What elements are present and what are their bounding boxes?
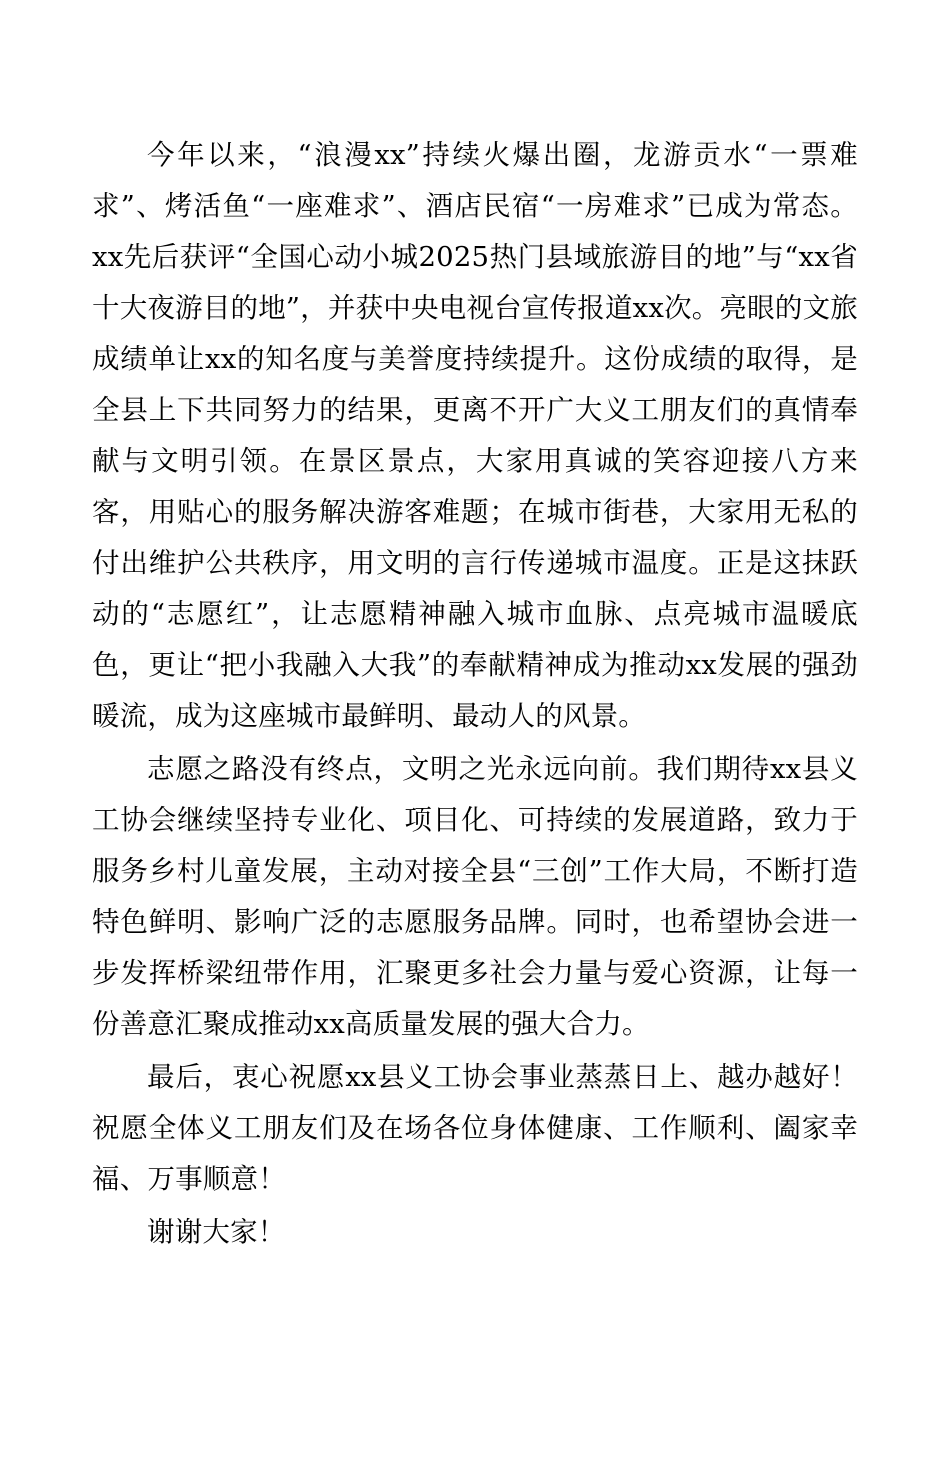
paragraph-2: 志愿之路没有终点，文明之光永远向前。我们期待xx县义工协会继续坚持专业化、项目化、可持续的发展道路，致力于服务乡村儿童发展，主动对接全县“三创”工作大局，不断打造特色鲜明、影响广泛的志愿服务品牌。同时，也希望协会进一步发挥桥梁纽带作用，汇聚更多社会力量与爱心资源，让每一份善意汇聚成推动xx高质量发展的强大合力。 [92, 753, 858, 1040]
paragraph-3: 最后，衷心祝愿xx县义工协会事业蒸蒸日上、越办越好！祝愿全体义工朋友们及在场各位身体健康、工作顺利、阖家幸福、万事顺意！ [92, 1061, 858, 1195]
paragraph-1: 今年以来，“浪漫xx”持续火爆出圈，龙游贡水“一票难求”、烤活鱼“一座难求”、酒店民宿“一房难求”已成为常态。xx先后获评“全国心动小城2025热门县域旅游目的地”与“xx省十大夜游目的地”，并获中央电视台宣传报道xx次。亮眼的文旅成绩单让xx的知名度与美誉度持续提升。这份成绩的取得，是全县上下共同努力的结果，更离不开广大义工朋友们的真情奉献与文明引领。在景区景点，大家用真诚的笑容迎接八方来客，用贴心的服务解决游客难题；在城市街巷，大家用无私的付出维护公共秩序，用文明的言行传递城市温度。正是这抹跃动的“志愿红”，让志愿精神融入城市血脉、点亮城市温暖底色，更让“把小我融入大我”的奉献精神成为推动xx发展的强劲暖流，成为这座城市最鲜明、最动人的风景。 [92, 139, 858, 732]
paragraph-4: 谢谢大家！ [147, 1216, 286, 1248]
page-bottom-margin [92, 1260, 858, 1460]
document-body [92, 130, 858, 1258]
